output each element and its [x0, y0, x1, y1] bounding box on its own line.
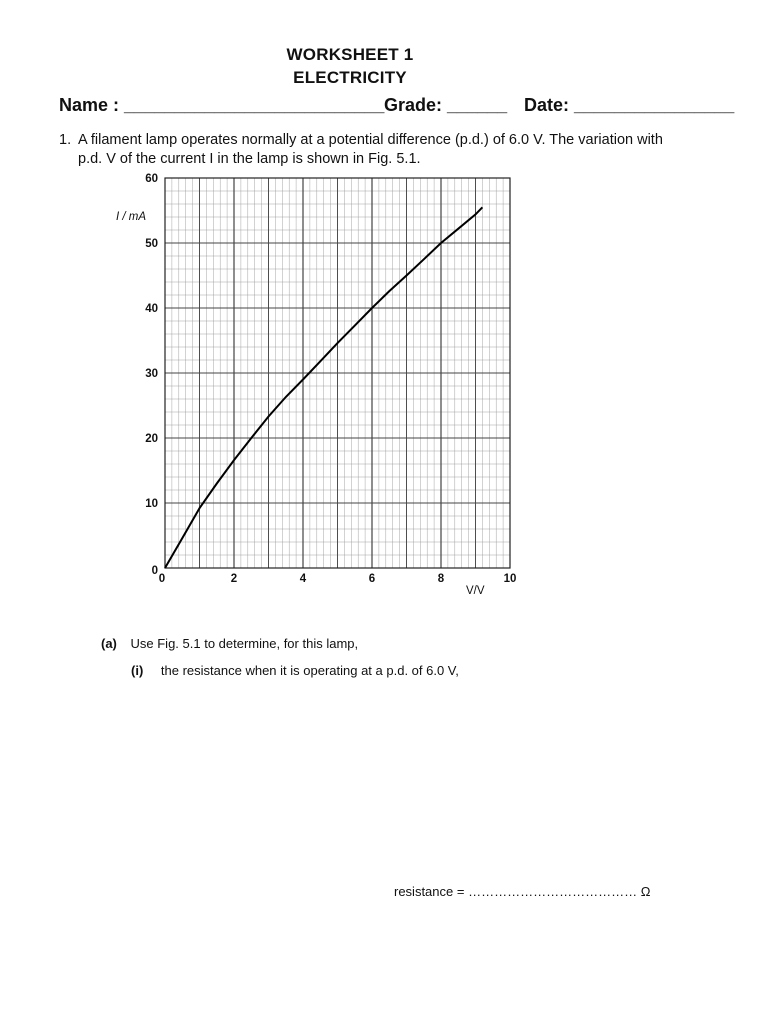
part-a-text: Use Fig. 5.1 to determine, for this lamp,: [130, 636, 359, 651]
part-a: [101, 636, 358, 651]
grade-blank: ______: [447, 95, 508, 115]
part-a-i: [131, 663, 459, 678]
resistance-answer-line[interactable]: [394, 884, 650, 899]
part-a-i-text: the resistance when it is operating at a p.d. of 6.0 V,: [160, 663, 459, 678]
question-text-line2: p.d. V of the current I in the lamp is shown in Fig. 5.1.: [78, 151, 421, 167]
ohm-unit: Ω: [640, 884, 651, 899]
question-text-line1: A filament lamp operates normally at a potential difference (p.d.) of 6.0 V. The variation with: [78, 132, 663, 148]
date-blank: ________________: [574, 95, 735, 115]
date-label: Date:: [524, 95, 570, 115]
y-tick-labels: [145, 173, 158, 577]
y-tick-label: 0: [151, 565, 158, 577]
x-tick-label: 0: [158, 573, 166, 585]
y-tick-label: 40: [145, 303, 158, 315]
major-grid: [165, 178, 510, 568]
name-label: Name :: [59, 95, 120, 115]
x-tick-label: 10: [503, 573, 517, 585]
x-tick-label: 8: [437, 573, 445, 585]
y-axis-label: I / mA: [116, 211, 147, 223]
name-blank: __________________________: [124, 95, 385, 115]
question-number: 1.: [59, 132, 72, 148]
y-tick-label: 60: [145, 173, 158, 185]
worksheet-title: WORKSHEET 1: [286, 45, 414, 64]
grade-label: Grade:: [384, 95, 443, 115]
x-tick-labels: [159, 573, 517, 585]
resistance-label: resistance =: [394, 884, 469, 899]
part-a-label: (a): [101, 636, 117, 651]
x-tick-label: 6: [368, 573, 376, 585]
worksheet-subject: ELECTRICITY: [293, 68, 407, 87]
x-tick-label: 4: [299, 573, 307, 585]
x-tick-label: 2: [230, 573, 238, 585]
y-tick-label: 10: [145, 498, 158, 510]
x-axis-label: V/V: [466, 585, 485, 597]
y-tick-label: 20: [145, 433, 158, 445]
part-a-i-label: (i): [131, 663, 144, 678]
y-tick-label: 50: [145, 238, 158, 250]
answer-dots: …………………………………: [468, 884, 638, 899]
y-tick-label: 30: [145, 368, 158, 380]
